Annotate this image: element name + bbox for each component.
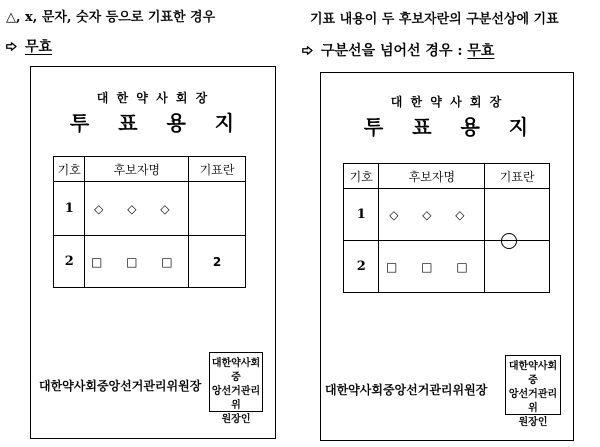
mark-cell-number-mark[interactable]: 2 <box>189 236 246 288</box>
stamp-line: 대한약사회중 <box>508 361 558 386</box>
mark-cell[interactable] <box>485 241 550 293</box>
right-verdict <box>302 40 494 60</box>
stamp-line: 앙선거관리위 <box>211 386 261 411</box>
candidate-name: ◇ ◇ ◇ <box>379 189 485 241</box>
col-candidate-header: 후보자명 <box>379 164 485 189</box>
col-mark-header: 기표란 <box>189 157 246 182</box>
candidate-number: 1 <box>344 189 379 241</box>
left-header: △, x, 문자, 숫자 등으로 기표한 경우 <box>6 10 216 25</box>
table-row <box>344 241 550 293</box>
col-number-header: 기호 <box>54 157 85 182</box>
candidate-name: ◇ ◇ ◇ <box>85 182 189 236</box>
arrow-right-icon <box>302 46 313 55</box>
candidate-number: 1 <box>54 182 85 236</box>
candidate-number: 2 <box>54 236 85 288</box>
vote-table <box>343 163 550 293</box>
vote-table <box>53 156 246 288</box>
right-verdict-prefix: 구분선을 넘어선 경우 : <box>321 43 468 59</box>
table-row <box>54 182 246 236</box>
ballot-association: 대 한 약 사 회 장 <box>96 91 210 105</box>
stamp-line: 원장인 <box>518 417 548 428</box>
left-ballot <box>30 66 276 439</box>
ballot-association: 대 한 약 사 회 장 <box>390 95 504 109</box>
official-stamp <box>505 355 561 428</box>
col-mark-header: 기표란 <box>485 164 550 189</box>
candidate-number: 2 <box>344 241 379 293</box>
committee-chair: 대한약사회중앙선거관리위원장 <box>39 379 202 393</box>
right-header: 기표 내용이 두 후보자란의 구분선상에 기표 <box>310 12 559 27</box>
left-verdict <box>6 36 52 56</box>
arrow-right-icon <box>6 42 17 51</box>
stamp-line: 대한약사회중 <box>211 358 261 383</box>
col-number-header: 기호 <box>344 164 379 189</box>
ballot-title: 투 표 용 지 <box>363 115 531 139</box>
left-verdict-word: 무효 <box>25 39 53 55</box>
stamp-line: 원장인 <box>221 414 251 425</box>
table-row <box>54 236 246 288</box>
stamp-line: 앙선거관리위 <box>508 389 558 414</box>
mark-cell[interactable] <box>189 182 246 236</box>
committee-chair: 대한약사회중앙선거관리위원장 <box>325 383 488 397</box>
right-ballot <box>320 72 574 441</box>
candidate-name: □ □ □ <box>85 236 189 288</box>
ballot-title: 투 표 용 지 <box>69 111 237 135</box>
candidate-name: □ □ □ <box>379 241 485 293</box>
official-stamp <box>209 352 263 425</box>
right-verdict-word: 무효 <box>467 43 495 59</box>
table-row <box>344 189 550 241</box>
col-candidate-header: 후보자명 <box>85 157 189 182</box>
mark-cell[interactable] <box>485 189 550 241</box>
